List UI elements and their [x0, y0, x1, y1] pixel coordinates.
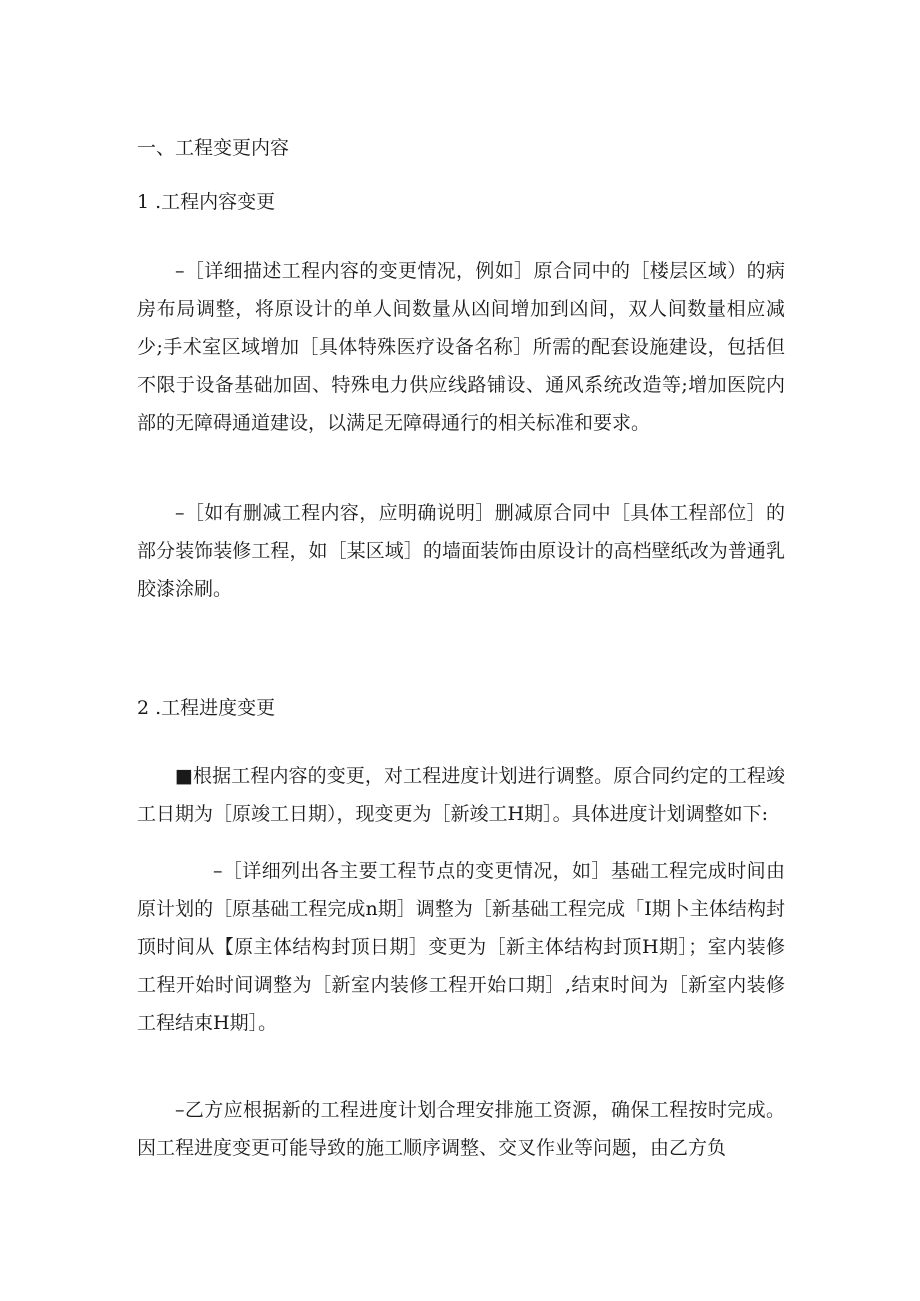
paragraph-contractor-duty: –乙方应根据新的工程进度计划合理安排施工资源，确保工程按时完成。因工程进度变更可能导致的施工顺序调整、交叉作业等问题，由乙方负 [137, 1099, 785, 1159]
paragraph-schedule-milestones: –［详细列出各主要工程节点的变更情况，如］基础工程完成时间由原计划的［原基础工程完成n期］调整为［新基础工程完成「I期卜主体结构封顶时间从【原主体结构封顶日期］变更为［新主体结构封顶H期］；室内装修工程开始时间调整为［新室内装修工程开始口期］,结束时间为［新室内装修工程结束H期］。 [137, 860, 785, 1034]
paragraph-content-reduction: –［如有删减工程内容，应明确说明］删减原合同中［具体工程部位］的部分装饰装修工程，如［某区域］的墙面装饰由原设计的高档壁纸改为普通乳胶漆涂刷。 [137, 502, 785, 600]
section-title: 一、工程变更内容 [137, 137, 290, 159]
subsection-title-schedule-change: 2 .工程进度变更 [137, 697, 276, 719]
paragraph-schedule-adjustment: ■根据工程内容的变更，对工程进度计划进行调整。原合同约定的工程竣工日期为［原竣工日期），现变更为［新竣工H期］。具体进度计划调整如下: [137, 765, 785, 825]
subsection-title-content-change: 1 .工程内容变更 [137, 191, 276, 213]
paragraph-content-change-detail: –［详细描述工程内容的变更情况，例如］原合同中的［楼层区域）的病房布局调整，将原设计的单人间数量从凶间增加到凶间，双人间数量相应减少;手术室区域增加［具体特殊医疗设备名称］所需的配套设施建设，包括但不限于设备基础加固、特殊电力供应线路铺设、通风系统改造等;增加医院内部的无障碍通道建设，以满足无障碍通行的相关标准和要求。 [137, 260, 785, 434]
